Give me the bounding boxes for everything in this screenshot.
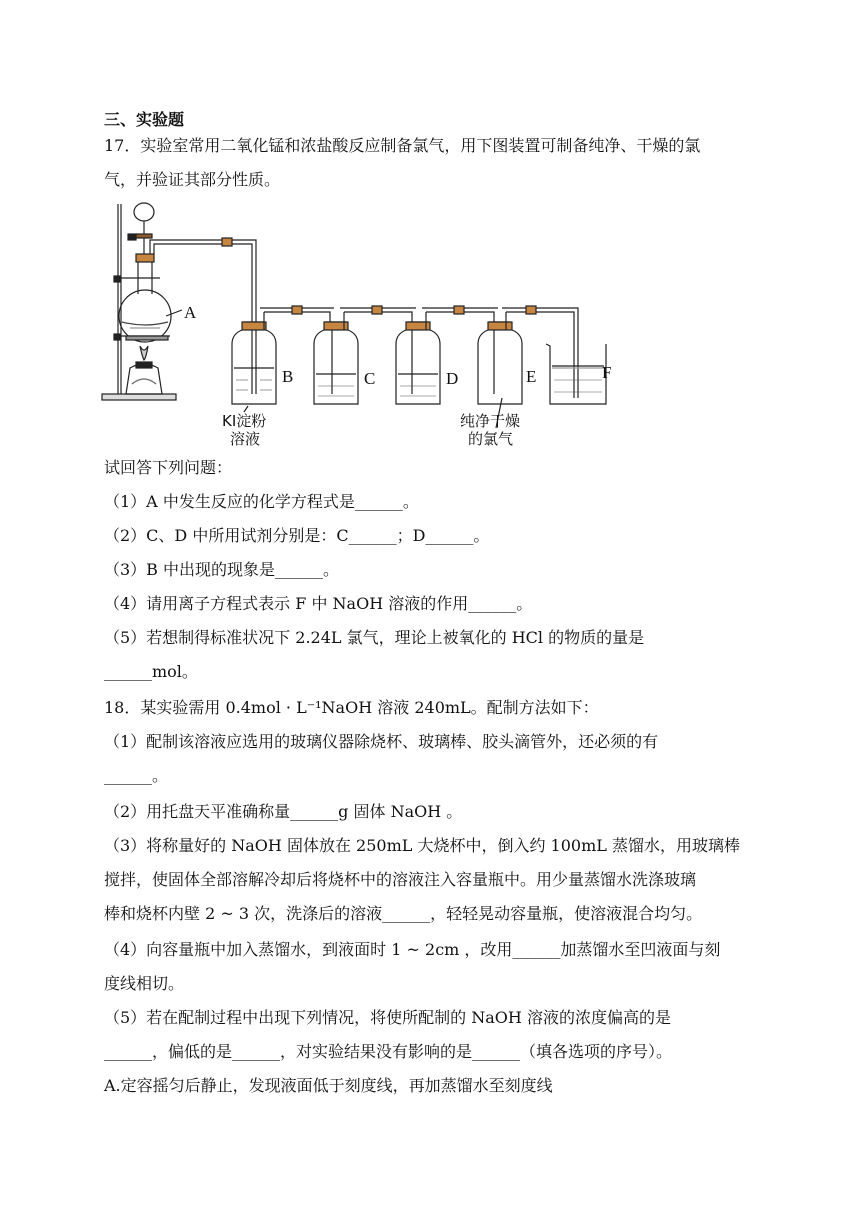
q17-stem-line2: 气，并验证其部分性质。 xyxy=(104,170,281,189)
q18-item-2: （2）用托盘天平准确称量______g 固体 NaOH 。 xyxy=(104,802,463,821)
label-B: B xyxy=(282,367,294,386)
q17-stem-line1: 17．实验室常用二氧化锰和浓盐酸反应制备氯气，用下图装置可制备纯净、干燥的氯 xyxy=(104,136,701,155)
q17-item-3: （3）B 中出现的现象是______。 xyxy=(104,560,340,579)
q18-item-5-line1: （5）若在配制过程中出现下列情况，将使所配制的 NaOH 溶液的浓度偏高的是 xyxy=(104,1008,671,1027)
q18-item-3-line2: 搅拌，使固体全部溶解冷却后将烧杯中的溶液注入容量瓶中。用少量蒸馏水洗涤玻璃 xyxy=(104,870,697,889)
q18-item-1-line2: ______。 xyxy=(104,766,169,785)
q18-stem: 18．某实验需用 0.4mol · L⁻¹NaOH 溶液 240mL。配制方法如下： xyxy=(104,698,599,717)
q17-item-1: （1）A 中发生反应的化学方程式是______。 xyxy=(104,492,419,511)
q18-item-3-line1: （3）将称量好的 NaOH 固体放在 250mL 大烧杯中，倒入约 100mL 蒸馏水，用玻璃棒 xyxy=(104,836,740,855)
pure-label-line1: 纯净干燥 xyxy=(460,412,521,430)
label-A: A xyxy=(184,303,197,322)
q18-item-1-line1: （1）配制该溶液应选用的玻璃仪器除烧杯、玻璃棒、胶头滴管外，还必须的有 xyxy=(104,732,659,751)
label-D: D xyxy=(446,369,459,388)
q18-item-4-line1: （4）向容量瓶中加入蒸馏水，到液面时 1 ~ 2cm ，改用______加蒸馏水至凹液面与刻 xyxy=(104,940,721,959)
label-E: E xyxy=(526,367,537,386)
q18-item-3-line3: 棒和烧杯内壁 2 ~ 3 次，洗涤后的溶液______，轻轻晃动容量瓶，使溶液混合均匀。 xyxy=(104,904,703,923)
pure-label-line2: 的氯气 xyxy=(468,430,514,448)
q17-prompt: 试回答下列问题： xyxy=(104,458,233,477)
apparatus-figure xyxy=(100,198,620,450)
q17-item-5: （5）若想制得标准状况下 2.24L 氯气，理论上被氧化的 HCl 的物质的量是 xyxy=(104,628,645,647)
ki-label-line2: 溶液 xyxy=(230,430,261,448)
q18-option-a: A.定容摇匀后静止，发现液面低于刻度线，再加蒸馏水至刻度线 xyxy=(104,1076,553,1095)
q18-item-5-line2: ______，偏低的是______，对实验结果没有影响的是______（填各选项的序号）。 xyxy=(104,1042,673,1061)
q17-item-2: （2）C、D 中所用试剂分别是：C______；D______。 xyxy=(104,526,490,545)
label-C: C xyxy=(364,369,376,388)
label-F: F xyxy=(602,363,612,382)
q17-item-4: （4）请用离子方程式表示 F 中 NaOH 溶液的作用______。 xyxy=(104,594,533,613)
section-heading: 三、实验题 xyxy=(104,110,185,129)
q18-item-4-line2: 度线相切。 xyxy=(104,974,185,993)
ki-label-line1: KI淀粉 xyxy=(222,412,267,430)
q17-item-5-cont: ______mol。 xyxy=(104,662,198,681)
